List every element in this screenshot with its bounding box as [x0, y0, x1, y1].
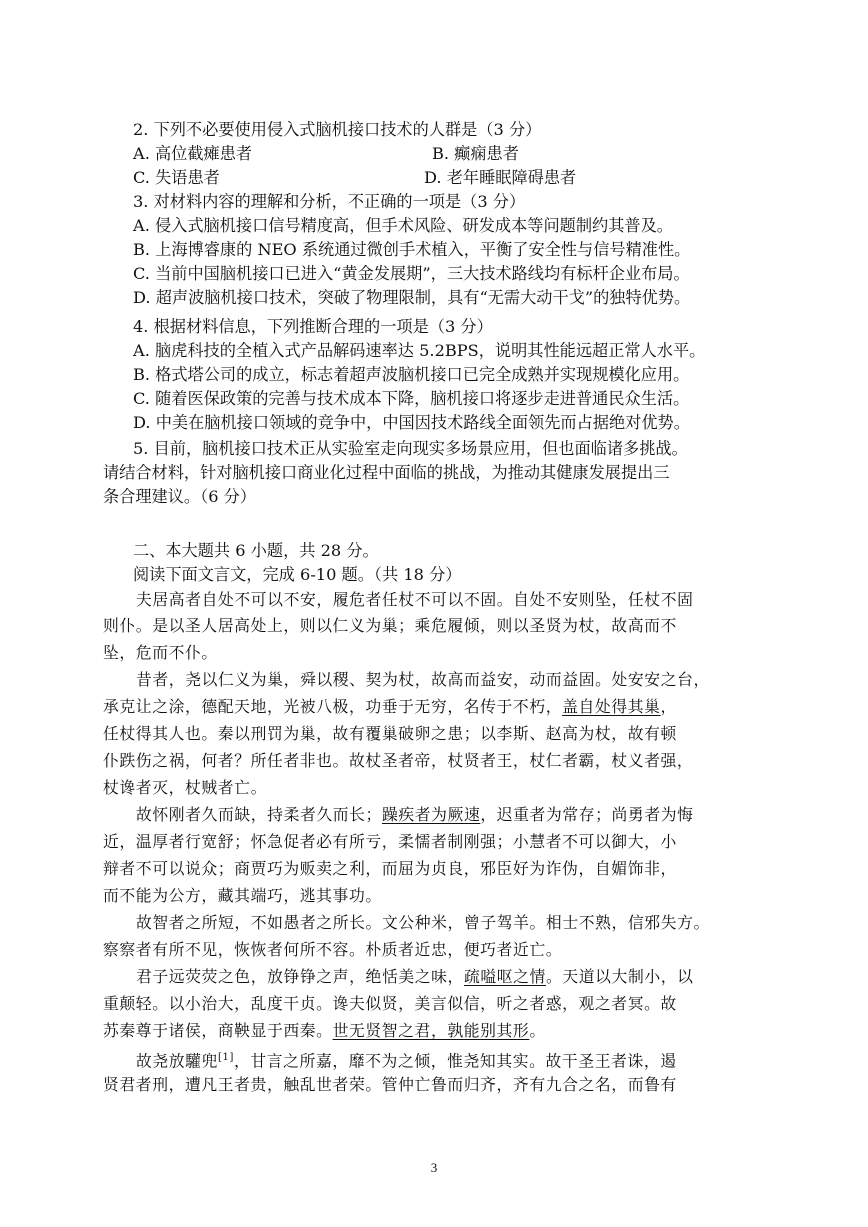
text-segment: ，迟重者为常存；尚勇者为悔: [480, 805, 694, 824]
passage-p5-line-1: [136, 965, 694, 989]
text-segment: 君子远荧荧之色，放铮铮之声，绝恬美之味，: [136, 967, 464, 986]
q2-option-b: B. 癫痫患者: [432, 144, 519, 163]
q4-option-d: D. 中美在脑机接口领域的竞争中，中国因技术路线全面领先而占据绝对优势。: [133, 413, 690, 432]
q5-line-1: 5. 目前，脑机接口技术正从实验室走向现实多场景应用，但也面临诸多挑战。: [133, 439, 688, 458]
passage-p2-line-1: 昔者，尧以仁义为巢，舜以稷、契为杖，故高而益安，动而益固。处安安之台，: [136, 670, 710, 689]
passage-p2-line-4: 仆跌伤之祸，何者？所任者非也。故杖圣者帝，杖贤者王，杖仁者霸，杖义者强，: [103, 751, 694, 770]
q5-line-3: 条合理建议。（6 分）: [103, 487, 257, 506]
q3-option-b: B. 上海博睿康的 NEO 系统通过微创手术植入，平衡了安全性与信号精准性。: [133, 240, 691, 259]
text-segment: 苏秦尊于诸侯，商鞅显于西秦。: [103, 1021, 333, 1040]
text-segment: 承克让之涂，德配天地，光被八极，功垂于无穷，名传于不朽，: [103, 697, 563, 716]
passage-p1-line-2: 则仆。是以圣人居高处上，则以仁义为巢；乘危履倾，则以圣贤为杖，故高而不: [103, 616, 677, 635]
q5-line-2: 请结合材料，针对脑机接口商业化过程中面临的挑战，为推动其健康发展提出三: [103, 463, 670, 482]
passage-p3-line-2: 近，温厚者行宽舒；怀急促者必有所亏，柔懦者制刚强；小慧者不可以御大，小: [103, 832, 677, 851]
q4-option-b: B. 格式塔公司的成立，标志着超声波脑机接口已完全成熟并实现规模化应用。: [133, 365, 690, 384]
q2-option-d: D. 老年睡眠障碍患者: [424, 168, 577, 187]
q2-option-a: A. 高位截瘫患者: [133, 144, 253, 163]
q3-option-a: A. 侵入式脑机接口信号精度高，但手术风险、研发成本等问题制约其普及。: [133, 216, 673, 235]
passage-p2-line-5: 杖谗者灭，杖贼者亡。: [103, 778, 267, 797]
page-number: 3: [430, 1160, 438, 1175]
q3-option-c: C. 当前中国脑机接口已进入“黄金发展期”，三大技术路线均有标杆企业布局。: [133, 264, 690, 283]
underlined-sentence-2: 躁疾者为厥速: [381, 805, 481, 824]
passage-p4-line-2: 察察者有所不见，恢恢者何所不容。朴质者近忠，便巧者近亡。: [103, 940, 563, 959]
passage-p3-line-3: 辩者不可以说众；商贾巧为贩卖之利，而屈为贞良，邪臣好为诈伪，自媚饰非，: [103, 859, 677, 878]
q2-stem: 2. 下列不必要使用侵入式脑机接口技术的人群是（3 分）: [133, 120, 542, 139]
underlined-sentence-4: 世无贤智之君，孰能别其形: [332, 1021, 530, 1040]
section-2-intro: 阅读下面文言文，完成 6-10 题。（共 18 分）: [133, 565, 462, 584]
underlined-sentence-3: 疏嗌呕之情: [463, 967, 546, 986]
passage-p1-line-3: 坠，危而不仆。: [103, 643, 218, 662]
passage-p4-line-1: 故智者之所短，不如愚者之所长。文公种米，曾子驾羊。相士不熟，信邪失方。: [136, 913, 710, 932]
q4-option-a: A. 脑虎科技的全植入式产品解码速率达 5.2BPS，说明其性能远超正常人水平。: [133, 341, 706, 360]
text-segment: 故尧放驩兜: [136, 1051, 218, 1071]
text-segment: ，甘言之所嘉，靡不为之倾，惟尧知其实。故干圣王者诛，遏: [233, 1051, 677, 1071]
underlined-sentence-1: 盖自处得其巢: [562, 697, 661, 716]
passage-p1-line-1: 夫居高者自处不可以不安，履危者任杖不可以不固。自处不安则坠，任杖不固: [136, 590, 694, 609]
passage-p2-line-2: [103, 695, 677, 719]
passage-p5-line-2: 重颠轻。以小治大，乱度干贞。谗夫似贤，美言似信，听之者惑，观之者冥。故: [103, 994, 677, 1013]
text-segment: 。天道以大制小，以: [545, 967, 694, 986]
q3-stem: 3. 对材料内容的理解和分析，不正确的一项是（3 分）: [133, 192, 526, 211]
passage-p6-line-1: [136, 1046, 677, 1073]
text-segment: 故怀刚者久而缺，持柔者久而长；: [136, 805, 382, 824]
q2-option-c: C. 失语患者: [133, 168, 220, 187]
q3-option-d: D. 超声波脑机接口技术，突破了物理限制，具有“无需大动干戈”的独特优势。: [133, 288, 691, 307]
passage-p2-line-3: 任杖得其人也。秦以刑罚为巢，故有覆巢破卵之患；以李斯、赵高为杖，故有顿: [103, 724, 677, 743]
passage-p3-line-1: [136, 803, 694, 827]
footnote-marker: [1]: [218, 1052, 234, 1063]
q4-stem: 4. 根据材料信息，下列推断合理的一项是（3 分）: [133, 317, 493, 336]
q4-option-c: C. 随着医保政策的完善与技术成本下降，脑机接口将逐步走进普通民众生活。: [133, 389, 690, 408]
text-segment: ，: [660, 697, 677, 716]
passage-p6-line-2: 贤君者刑，遭凡王者贵，触乱世者荣。管仲亡鲁而归齐，齐有九合之名，而鲁有: [103, 1075, 677, 1094]
section-2-heading: 二、本大题共 6 小题，共 28 分。: [133, 541, 379, 560]
text-segment: 。: [529, 1021, 546, 1040]
passage-p3-line-4: 而不能为公方，藏其端巧，逃其事功。: [103, 886, 382, 905]
passage-p5-line-3: [103, 1019, 546, 1043]
